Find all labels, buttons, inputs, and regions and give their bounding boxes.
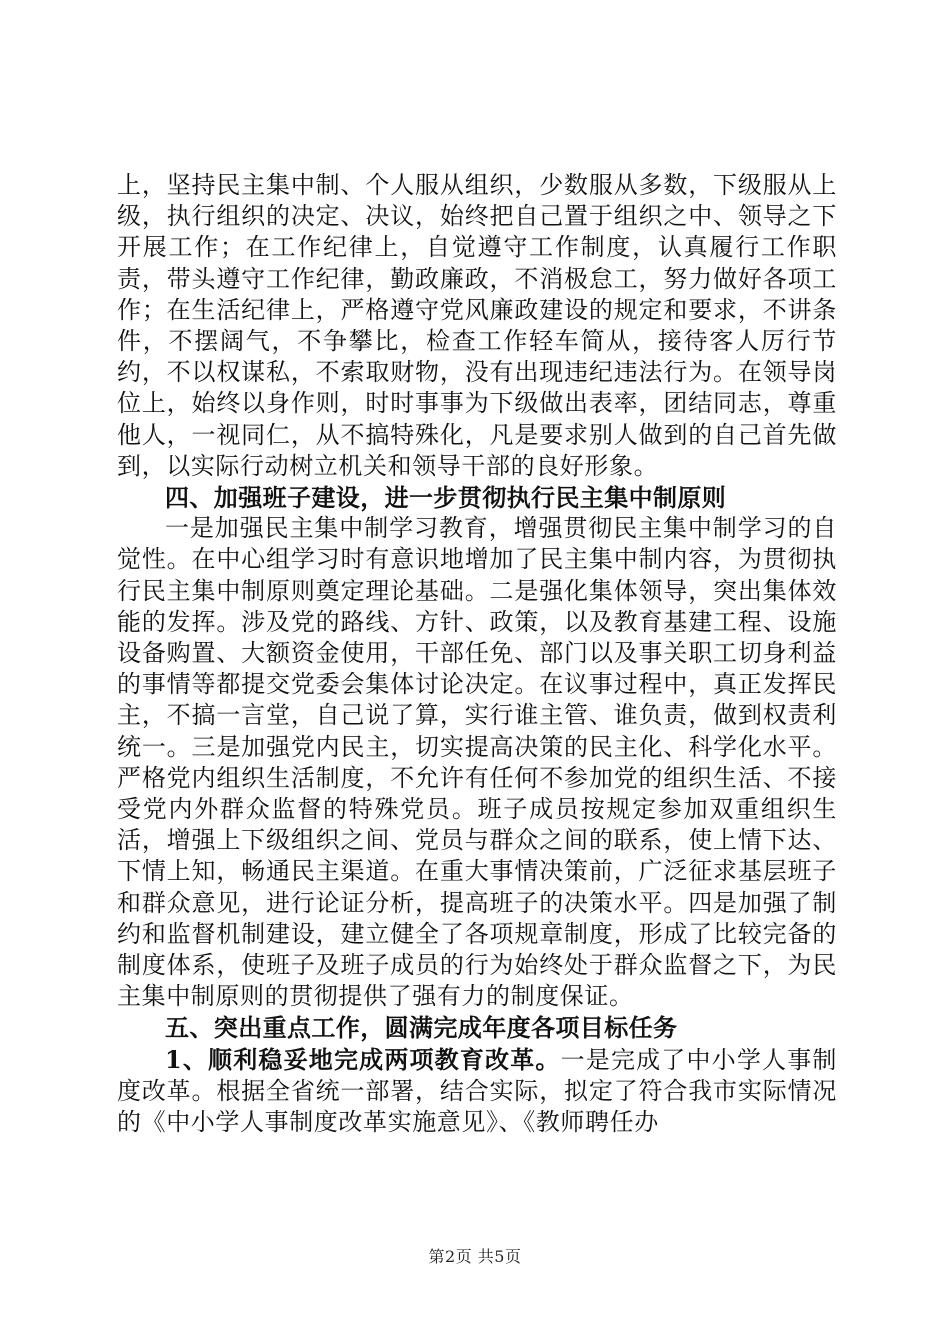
- body-paragraph: 一是加强民主集中制学习教育，增强贯彻民主集中制学习的自觉性。在中心组学习时有意识地增加了民主集中制内容，为贯彻执行民主集中制原则奠定理论基础。二是强化集体领导，突出集体效能的发挥。涉及党的路线、方针、政策，以及教育基建工程、设施设备购置、大额资金使用，干部任免、部门以及事关职工切身利益的事情等都提交党委会集体讨论决定。在议事过程中，真正发挥民主，不搞一言堂，自己说了算，实行谁主管、谁负责，做到权责利统一。三是加强党内民主，切实提高决策的民主化、科学化水平。严格党内组织生活制度，不允许有任何不参加党的组织生活、不接受党内外群众监督的特殊党员。班子成员按规定参加双重组织生活，增强上下级组织之间、党员与群众之间的联系，使上情下达、下情上知，畅通民主渠道。在重大事情决策前，广泛征求基层班子和群众意见，进行论证分析，提高班子的决策水平。四是加强了制约和监督机制建设，建立健全了各项规章制度，形成了比较完备的制度体系，使班子及班子成员的行为始终处于群众监督之下，为民主集中制原则的贯彻提供了强有力的制度保证。: [117, 514, 837, 1011]
- document-body: [117, 170, 837, 1138]
- page-footer: 第2页 共5页: [428, 1247, 522, 1266]
- subsection-text: 一是完成了中小学人事制度改革。根据全省统一部署，结合实际，拟定了符合我市实际情况的《中小学人事制度改革实施意见》、《教师聘任办: [117, 1045, 837, 1137]
- subsection-heading: 1、顺利稳妥地完成两项教育改革。: [165, 1044, 561, 1074]
- section-heading-5: 五、突出重点工作，圆满完成年度各项目标任务: [165, 1013, 678, 1043]
- body-paragraph: 上，坚持民主集中制、个人服从组织，少数服从多数，下级服从上级，执行组织的决定、决议，始终把自己置于组织之中、领导之下开展工作；在工作纪律上，自觉遵守工作制度，认真履行工作职责，带头遵守工作纪律，勤政廉政，不消极怠工，努力做好各项工作；在生活纪律上，严格遵守党风廉政建设的规定和要求，不讲条件，不摆阔气，不争攀比，检查工作轻车简从，接待客人厉行节约，不以权谋私，不索取财物，没有出现违纪违法行为。在领导岗位上，始终以身作则，时时事事为下级做出表率，团结同志，尊重他人，一视同仁，从不搞特殊化，凡是要求别人做到的自己首先做到，以实际行动树立机关和领导干部的良好形象。: [117, 171, 837, 480]
- body-paragraph: [117, 1044, 837, 1139]
- section-heading-4: 四、加强班子建设，进一步贯彻执行民主集中制原则: [165, 483, 727, 513]
